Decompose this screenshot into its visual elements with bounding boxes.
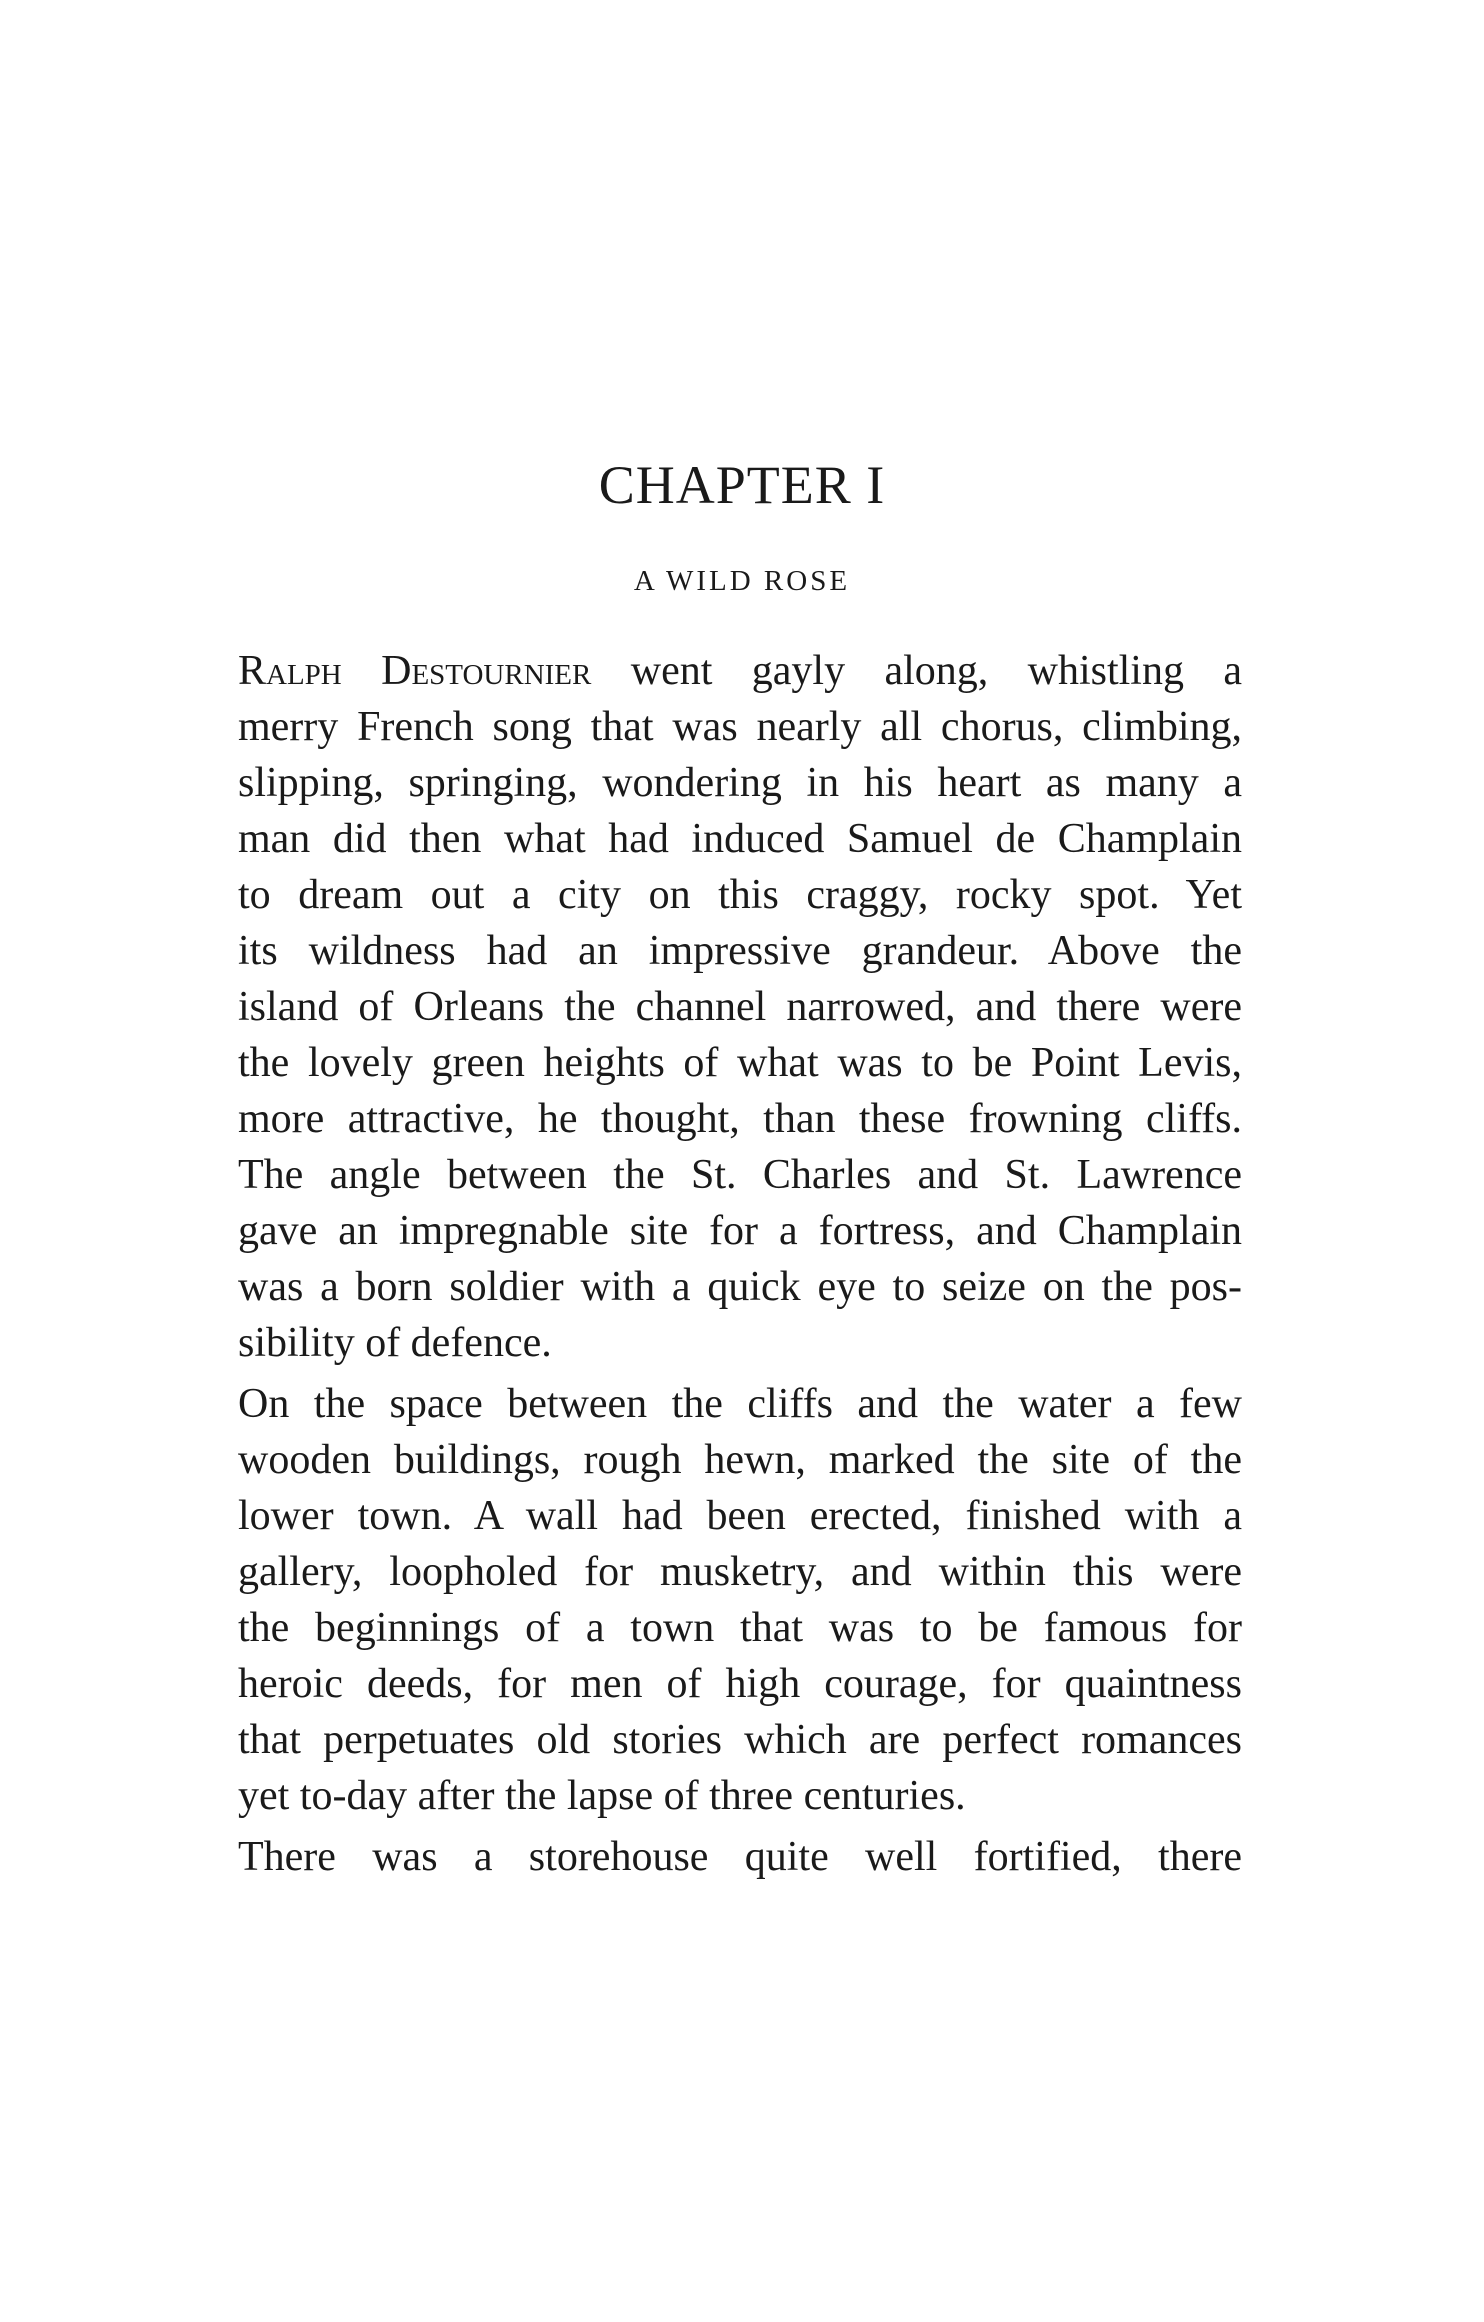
text-line: was a born soldier with a quick eye to seize on the pos- <box>238 1264 1242 1310</box>
text-line: The angle between the St. Charles and St. Lawrence <box>238 1152 1242 1198</box>
text-line: gallery, loopholed for musketry, and within this were <box>238 1549 1242 1595</box>
text-line-rest: went gayly along, whistling a <box>591 648 1242 694</box>
text-line: gave an impregnable site for a fortress, and Champlain <box>238 1208 1242 1254</box>
text-line: heroic deeds, for men of high courage, for quaintness <box>238 1661 1242 1707</box>
text-line: On the space between the cliffs and the water a few <box>238 1381 1242 1427</box>
text-line: slipping, springing, wondering in his heart as many a <box>238 760 1242 806</box>
text-line: merry French song that was nearly all chorus, climbing, <box>238 704 1242 750</box>
text-line: the lovely green heights of what was to be Point Levis, <box>238 1040 1242 1086</box>
chapter-title: CHAPTER I <box>598 455 886 515</box>
text-line: more attractive, he thought, than these frowning cliffs. <box>238 1096 1242 1142</box>
text-line: to dream out a city on this craggy, rocky spot. Yet <box>238 872 1242 918</box>
text-line: wooden buildings, rough hewn, marked the site of the <box>238 1437 1242 1483</box>
text-line: the beginnings of a town that was to be famous for <box>238 1605 1242 1651</box>
text-line: lower town. A wall had been erected, finished with a <box>238 1493 1242 1539</box>
text-line: island of Orleans the channel narrowed, and there were <box>238 984 1242 1030</box>
chapter-subtitle: A WILD ROSE <box>633 565 851 597</box>
text-line: sibility of defence. <box>238 1320 552 1366</box>
text-line: yet to-day after the lapse of three centuries. <box>238 1773 966 1819</box>
text-line: man did then what had induced Samuel de Champlain <box>238 816 1242 862</box>
character-name: Ralph Destournier <box>238 648 592 694</box>
text-line: that perpetuates old stories which are perfect romances <box>238 1717 1242 1763</box>
text-line: its wildness had an impressive grandeur. Above the <box>238 928 1242 974</box>
text-line <box>238 645 1242 697</box>
text-line: There was a storehouse quite well fortified, there <box>238 1834 1242 1880</box>
